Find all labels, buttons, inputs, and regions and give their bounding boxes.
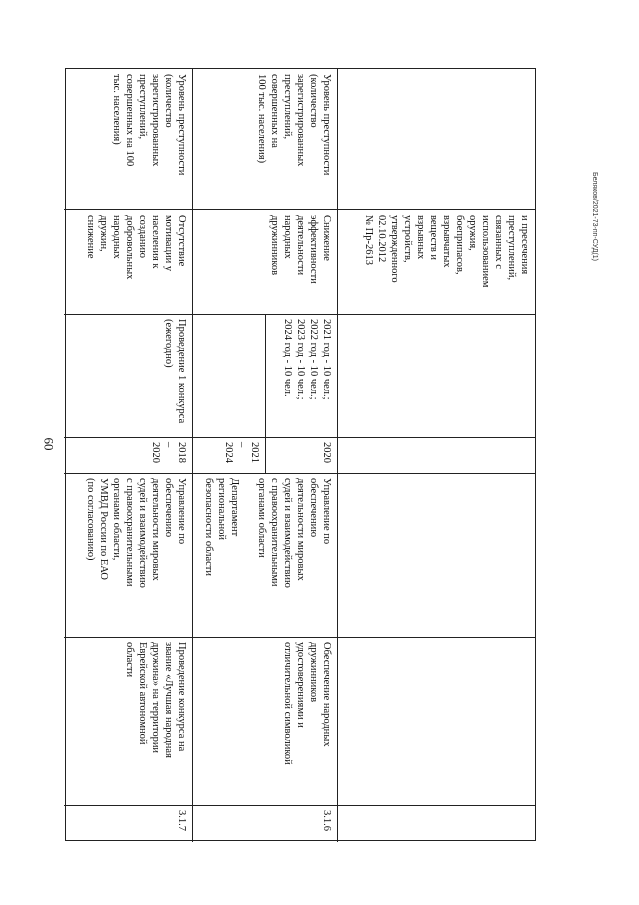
risk-317: Отсутствие мотивации у населения к созданию добровольных народных дружин, снижение [85, 215, 187, 280]
period-316-b: 2021 – 2024 [223, 442, 260, 463]
executor-316-a: Управление по обеспечению деятельности мировых судей и взаимодействию с правоохранительными органами области [256, 478, 332, 588]
period-317: 2018 – 2020 [150, 442, 187, 463]
indicator-316: 2021 год - 10 чел.; 2022 год - 10 чел.; 2023 год - 10 чел.; 2024 год - 10 чел. [282, 319, 332, 400]
column-divider [64, 473, 535, 474]
row-divider [192, 69, 193, 842]
program-table [65, 68, 536, 841]
column-divider [64, 637, 535, 638]
target-indicator-316: Уровень преступности (количество зарегистрированных преступлений, совершенных на 100 тыс. населения) [256, 74, 332, 176]
column-divider [64, 314, 535, 315]
column-divider [64, 209, 535, 210]
table-frame [65, 68, 536, 841]
document-stamp: Беляков/2021-73-пп-СУД(1) [591, 172, 598, 262]
period-316-a: 2020 [321, 442, 332, 463]
action-name-317: Проведение конкурса на звание «Лучшая народная дружина» на территории Еврейской автономной области [124, 642, 187, 758]
row-number-317: 3.1.7 [176, 810, 187, 831]
row-number-316: 3.1.6 [321, 810, 332, 831]
target-indicator-317: Уровень преступности (количество зарегистрированных преступлений, совершенных на 100 тыс. населения) [111, 74, 187, 176]
column-divider [64, 437, 535, 438]
executor-316-b: Департамент региональной безопасности области [203, 478, 240, 576]
risk-316: Снижение эффективности деятельности народных дружинников [269, 215, 332, 284]
indicator-317: Проведение 1 конкурса (ежегодно) [163, 319, 187, 424]
row-divider [337, 69, 338, 842]
goal-fragment: и пресечения преступлений, связанных с использованием оружия, боеприпасов, взрывчатых веществ и взрывных устройств, утвержденного 02.10.2012 № Пр-2613 [363, 215, 530, 288]
action-name-316: Обеспечение народных дружинников удостоверениями и отличительной символикой [282, 642, 332, 765]
executor-317: Управление по обеспечению деятельности мировых судей и взаимодействию с правоохранительными органами области, УМВД России по ЕАО (по согласованию) [85, 478, 187, 588]
column-divider [64, 805, 535, 806]
page-number: 60 [41, 437, 57, 451]
